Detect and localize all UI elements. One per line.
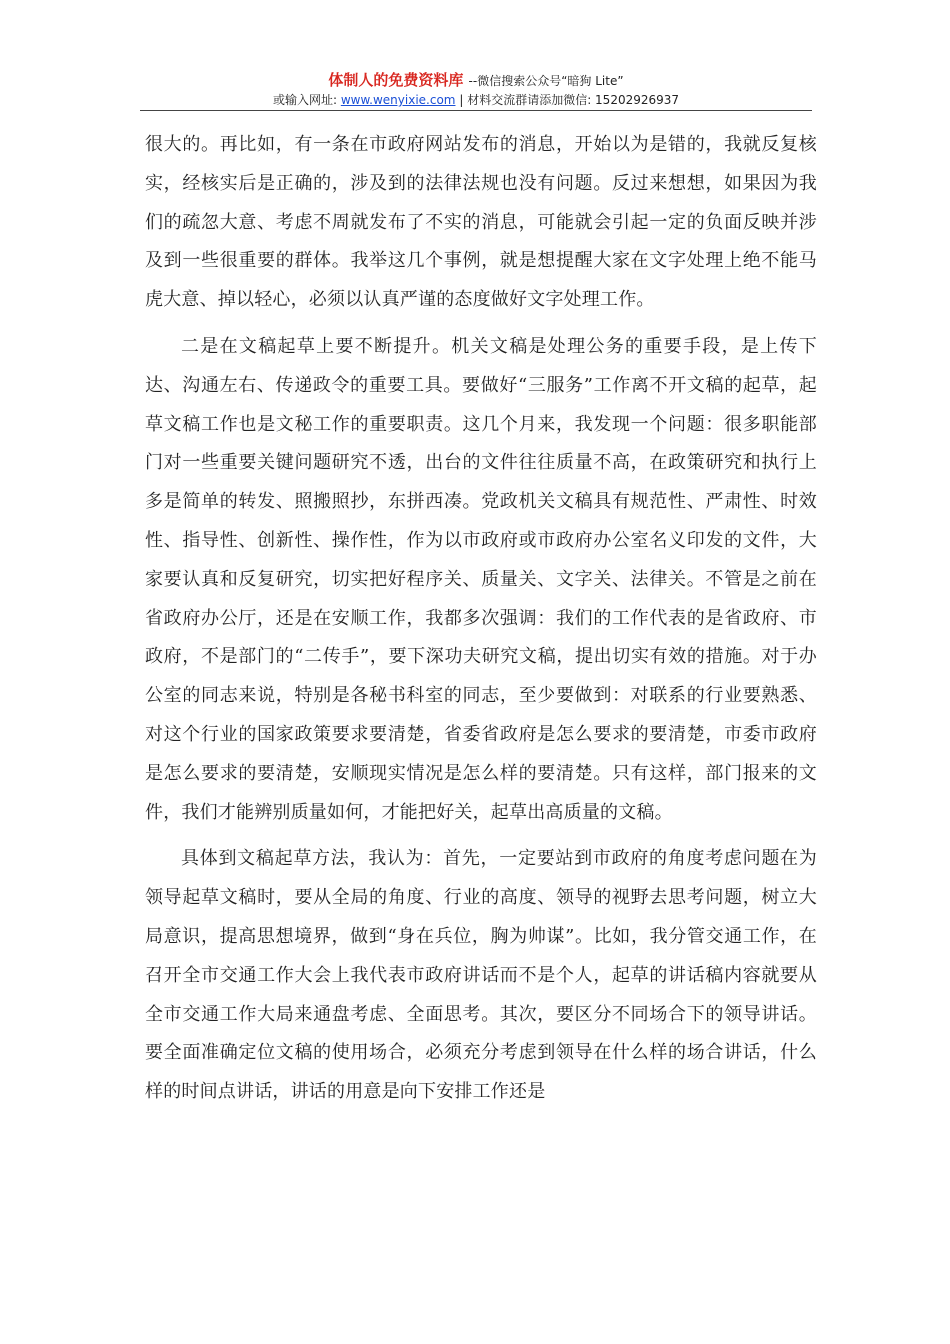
header-separator: | [459, 93, 464, 107]
paragraph-2: 二是在文稿起草上要不断提升。机关文稿是处理公务的重要手段，是上传下达、沟通左右、传递政令的重要工具。要做好“三服务”工作离不开文稿的起草，起草文稿工作也是文秘工作的重要职责。这几个月来，我发现一个问题：很多职能部门对一些重要关键问题研究不透，出台的文件往往质量不高，在政策研究和执行上多是简单的转发、照搬照抄，东拼西凑。党政机关文稿具有规范性、严肃性、时效性、指导性、创新性、操作性，作为以市政府或市政府办公室名义印发的文件，大家要认真和反复研究，切实把好程序关、质量关、文字关、法律关。不管是之前在省政府办公厅，还是在安顺工作，我都多次强调：我们的工作代表的是省政府、市政府，不是部门的“二传手”，要下深功夫研究文稿，提出切实有效的措施。对于办公室的同志来说，特别是各秘书科室的同志，至少要做到：对联系的行业要熟悉、对这个行业的国家政策要求要清楚，省委省政府是怎么要求的要清楚，市委市政府是怎么要求的要清楚，安顺现实情况是怎么样的要清楚。只有这样，部门报来的文件，我们才能辨别质量如何，才能把好关，起草出高质量的文稿。 [145, 335, 817, 823]
header-url-prefix: 或输入网址: [272, 93, 337, 107]
paragraph-3: 具体到文稿起草方法，我认为：首先，一定要站到市政府的角度考虑问题在为领导起草文稿时，要从全局的角度、行业的高度、领导的视野去思考问题，树立大局意识，提高思想境界，做到“身在兵位，胸为帅谋”。比如，我分管交通工作，在召开全市交通工作大会上我代表市政府讲话而不是个人，起草的讲话稿内容就要从全市交通工作大局来通盘考虑、全面思考。其次，要区分不同场合下的领导讲话。要全面准确定位文稿的使用场合，必须充分考虑到领导在什么样的场合讲话，什么样的时间点讲话，讲话的用意是向下安排工作还是 [145, 848, 817, 1103]
header-tagline: --微信搜索公众号“暗狗 Lite” [468, 74, 624, 88]
header-title-line [140, 70, 812, 91]
document-body [145, 126, 817, 1120]
header-contact-line [140, 91, 812, 109]
paragraph-1: 很大的。再比如，有一条在市政府网站发布的消息，开始以为是错的，我就反复核实，经核实后是正确的，涉及到的法律法规也没有问题。反过来想想，如果因为我们的疏忽大意、考虑不周就发布了不实的消息，可能就会引起一定的负面反映并涉及到一些很重要的群体。我举这几个事例，就是想提醒大家在文字处理上绝不能马虎大意、掉以轻心，必须以认真严谨的态度做好文字处理工作。 [145, 134, 817, 311]
header-website-link[interactable]: www.wenyixie.com [340, 93, 456, 107]
page-header [140, 70, 812, 111]
header-contact: 材料交流群请添加微信: 15202926937 [467, 93, 680, 107]
header-brand: 体制人的免费资料库 [328, 71, 464, 89]
